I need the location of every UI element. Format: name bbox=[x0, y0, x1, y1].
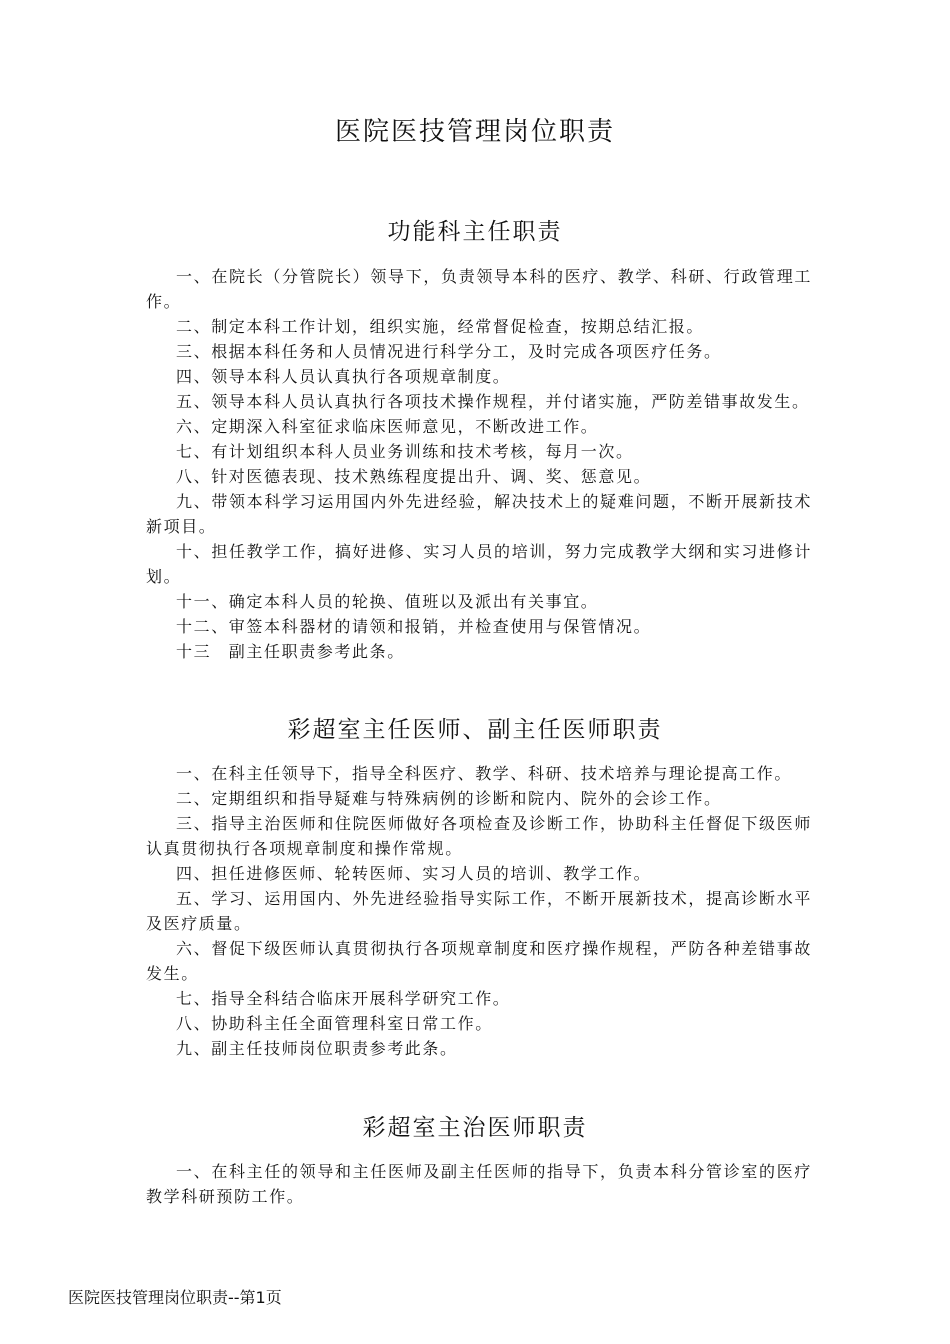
paragraph: 二、定期组织和指导疑难与特殊病例的诊断和院内、院外的会诊工作。 bbox=[176, 789, 722, 808]
paragraph: 七、指导全科结合临床开展科学研究工作。 bbox=[176, 989, 511, 1008]
paragraph: 五、学习、运用国内、外先进经验指导实际工作，不断开展新技术，提高诊断水平及医疗质量。 bbox=[146, 889, 812, 933]
paragraph: 六、督促下级医师认真贯彻执行各项规章制度和医疗操作规程，严防各种差错事故发生。 bbox=[146, 939, 812, 983]
page-footer: 医院医技管理岗位职责--第1页 bbox=[68, 1288, 282, 1307]
paragraph: 五、领导本科人员认真执行各项技术操作规程，并付诸实施，严防差错事故发生。 bbox=[176, 392, 810, 411]
section-title: 功能科主任职责 bbox=[387, 219, 563, 245]
paragraph: 三、指导主治医师和住院医师做好各项检查及诊断工作，协助科主任督促下级医师认真贯彻执行各项规章制度和操作常规。 bbox=[146, 814, 812, 858]
section-body bbox=[146, 1159, 812, 1209]
paragraph: 十三 副主任职责参考此条。 bbox=[176, 642, 405, 661]
paragraph: 二、制定本科工作计划，组织实施，经常督促检查，按期总结汇报。 bbox=[176, 317, 705, 336]
paragraph: 六、定期深入科室征求临床医师意见，不断改进工作。 bbox=[176, 417, 599, 436]
section-body bbox=[146, 264, 812, 664]
paragraph: 八、协助科主任全面管理科室日常工作。 bbox=[176, 1014, 493, 1033]
section-title: 彩超室主治医师职责 bbox=[362, 1115, 588, 1141]
paragraph: 十二、审签本科器材的请领和报销，并检查使用与保管情况。 bbox=[176, 617, 652, 636]
paragraph: 十一、确定本科人员的轮换、值班以及派出有关事宜。 bbox=[176, 592, 599, 611]
paragraph: 十、担任教学工作，搞好进修、实习人员的培训，努力完成教学大纲和实习进修计划。 bbox=[146, 542, 812, 586]
paragraph: 九、副主任技师岗位职责参考此条。 bbox=[176, 1039, 458, 1058]
paragraph: 八、针对医德表现、技术熟练程度提出升、调、奖、惩意见。 bbox=[176, 467, 652, 486]
paragraph: 一、在科主任的领导和主任医师及副主任医师的指导下，负责本科分管诊室的医疗教学科研预防工作。 bbox=[146, 1162, 812, 1206]
section-title: 彩超室主任医师、副主任医师职责 bbox=[287, 717, 663, 743]
section-body bbox=[146, 761, 812, 1061]
paragraph: 三、根据本科任务和人员情况进行科学分工，及时完成各项医疗任务。 bbox=[176, 342, 722, 361]
paragraph: 一、在院长（分管院长）领导下，负责领导本科的医疗、教学、科研、行政管理工作。 bbox=[146, 267, 812, 311]
paragraph: 四、担任进修医师、轮转医师、实习人员的培训、教学工作。 bbox=[176, 864, 652, 883]
paragraph: 一、在科主任领导下，指导全科医疗、教学、科研、技术培养与理论提高工作。 bbox=[176, 764, 793, 783]
paragraph: 七、有计划组织本科人员业务训练和技术考核，每月一次。 bbox=[176, 442, 634, 461]
paragraph: 九、带领本科学习运用国内外先进经验，解决技术上的疑难问题，不断开展新技术新项目。 bbox=[146, 492, 812, 536]
document-title: 医院医技管理岗位职责 bbox=[334, 117, 615, 147]
paragraph: 四、领导本科人员认真执行各项规章制度。 bbox=[176, 367, 511, 386]
